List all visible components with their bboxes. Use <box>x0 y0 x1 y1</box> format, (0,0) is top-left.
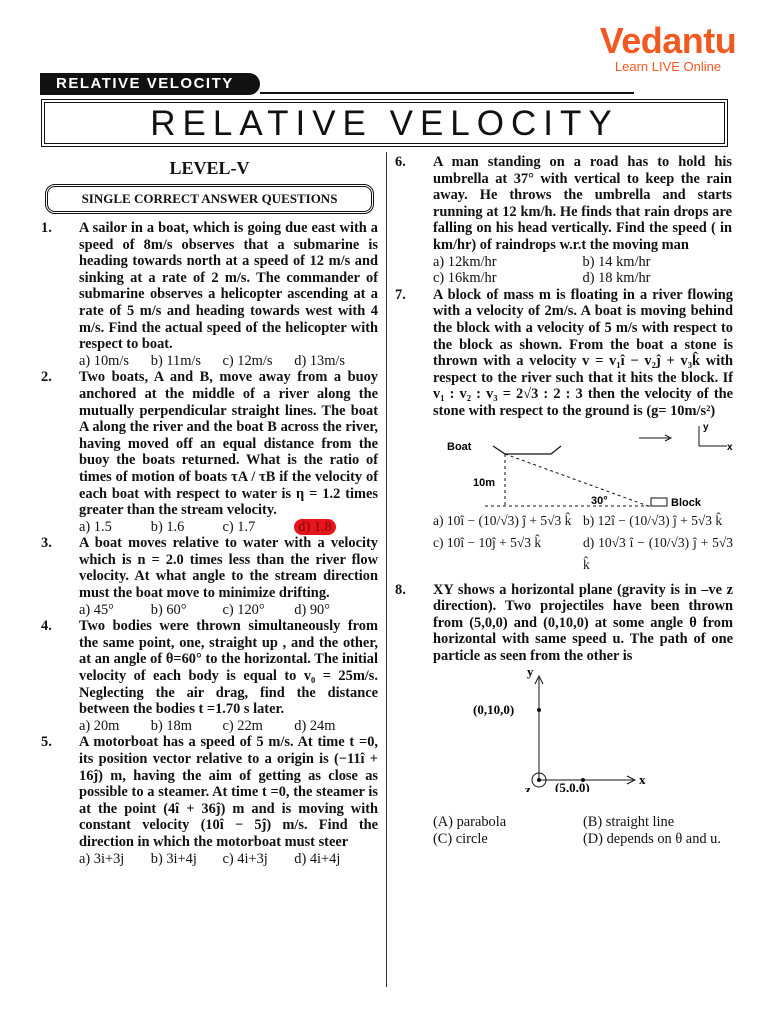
page-title: RELATIVE VELOCITY <box>150 104 619 143</box>
point-label-2: (5,0,0) <box>555 780 590 793</box>
option-b: b) 3i+4j <box>150 850 197 867</box>
brand-name: Vedantu <box>599 20 737 61</box>
question-number: 7. <box>395 286 406 303</box>
option-c: c) 120° <box>222 601 265 618</box>
question-8 <box>395 582 732 848</box>
level-heading: LEVEL-V <box>169 158 250 178</box>
option-a: a) 1.5 <box>79 518 112 535</box>
xy-plane-diagram <box>433 664 733 814</box>
option-d: d) 90° <box>294 601 330 618</box>
question-3 <box>41 535 378 618</box>
option-c: c) 1.7 <box>222 518 256 535</box>
option-d-highlighted <box>294 519 366 536</box>
option-a: (A) parabola <box>433 814 507 831</box>
block-label: Block <box>671 496 701 509</box>
origin-dot <box>537 778 541 782</box>
option-a: a) 12km/hr <box>433 253 497 270</box>
question-text: XY shows a horizontal plane (gravity is in –ve z direction). Two projectiles have been thrown from (5,0,0) and (0,10,0) at some angle θ from horizontal with same speed u. The path of one particle as seen from the other is <box>433 581 733 664</box>
option-a: a) 45° <box>79 601 114 618</box>
question-number: 6. <box>395 154 406 170</box>
height-label: 10m <box>473 476 496 489</box>
point-0-10-0 <box>537 708 541 712</box>
option-c: c) 16km/hr <box>433 270 497 287</box>
option-a: a) 10î − (10/√3) ĵ + 5√3 k̂ <box>433 512 572 528</box>
options <box>433 254 732 271</box>
options <box>79 519 378 536</box>
y-label: y <box>527 664 534 680</box>
options <box>433 831 733 848</box>
question-number: 4. <box>41 618 52 635</box>
option-b: b) 1.6 <box>150 518 185 535</box>
question-number: 5. <box>41 734 52 751</box>
question-1 <box>41 220 378 369</box>
option-d: d) 24m <box>294 717 336 734</box>
question-text: A motorboat has a speed of 5 m/s. At time t =0, its position vector relative to a origin is (−11î + 16ĵ) m, having the aim of getting as close as possible to a steamer. At time t =0, the steamer is at the point (4î + 36ĵ) m and is moving with constant velocity (10î − 5ĵ) m/s. Find the direction in which the motorboat must steer <box>79 734 378 850</box>
question-text: Two bodies were thrown simultaneously from the same point, one, straight up , and the other, at an angle of θ=60° to the horizontal. The initial velocity of each body is equal to v₀ = 25m/s. Neglecting the air drag, find the distance between the bodies t =1.70 s later. <box>79 618 378 718</box>
boat-label: Boat <box>447 440 472 453</box>
brand-tagline: Learn LIVE Online <box>614 59 722 74</box>
options <box>79 851 378 868</box>
option-c: c) 10î − 10ĵ + 5√3 k̂ <box>433 534 542 550</box>
trajectory-line <box>505 454 648 506</box>
topic-tab: RELATIVE VELOCITY <box>40 73 260 95</box>
question-5 <box>41 734 378 867</box>
y-label: y <box>703 421 709 433</box>
question-text: A man standing on a road has to hold his umbrella at 37° with vertical to keep the rain away. He throws the umbrella and starts running at 12 km/h. He finds that rain drops are falling on his head vertically. Find the speed ( in km/hr) of raindrops w.r.t the moving man <box>433 154 732 253</box>
question-text: A sailor in a boat, which is going due east with a speed of 8m/s observes that a submarine is heading towards north at a speed of 12 m/s and sinking at a rate of 2 m/s. The commander of submarine observes a helicopter ascending at a rate of 5 m/s and heading towards west with 4 m/s. Find the actual speed of the helicopter with respect to boat. <box>79 220 378 353</box>
option-d: d) 4i+4j <box>294 850 341 867</box>
options-row <box>433 510 733 532</box>
z-label: z <box>525 782 531 793</box>
option-b: b) 14 km/hr <box>582 253 651 270</box>
option-d: d) 13m/s <box>294 352 346 369</box>
question-number: 8. <box>395 581 406 598</box>
option-b: b) 12î − (10/√3) ĵ + 5√3 k̂ <box>583 512 723 528</box>
option-c: c) 4i+3j <box>222 850 268 867</box>
boat-shape <box>493 446 561 454</box>
option-a: a) 3i+3j <box>79 850 125 867</box>
question-7 <box>395 287 732 576</box>
options-row <box>433 532 733 576</box>
question-number: 3. <box>41 535 52 552</box>
question-text: A block of mass m is floating in a river flowing with a velocity of 2m/s. A boat is moving behind the block with a velocity of 5 m/s with respect to the block as shown. From the boat a stone is thrown with a velocity v = v₁î − v₂ĵ + v₃k̂ with respect to the river such that it hits the block. If v₁ : v₂ : v₃ = 2√3 : 2 : 3 then the velocity of the stone with respect to the ground is (g= 10m/s²) <box>433 286 733 419</box>
option-c: (C) circle <box>433 831 488 848</box>
question-2 <box>41 369 378 535</box>
left-column <box>41 154 378 867</box>
vedantu-logo <box>598 22 738 74</box>
boat-diagram-svg <box>433 420 733 510</box>
answer-options <box>433 510 733 576</box>
option-b: b) 60° <box>150 601 187 618</box>
angle-label: 30° <box>591 494 608 507</box>
x-label: x <box>639 772 646 788</box>
question-4 <box>41 618 378 734</box>
option-c: c) 22m <box>222 717 263 734</box>
option-d: (D) depends on θ and u. <box>583 831 721 848</box>
right-column <box>395 154 732 848</box>
point-label-1: (0,10,0) <box>473 702 515 718</box>
options <box>79 602 378 619</box>
question-text: Two boats, A and B, move away from a buoy anchored at the middle of a river along the mutually perpendicular straight lines. The boat A along the river and the boat B across the river, having moved off an equal distance from the buoy the boats returned. What is the ratio of times of motion of boats τA / τB if the velocity of each boat with respect to water is η = 1.2 times greater than the stream velocity. <box>79 369 378 519</box>
option-b: (B) straight line <box>583 814 675 831</box>
block-shape <box>651 498 667 506</box>
answer-highlight: d) 1.8 <box>294 519 336 535</box>
question-number: 1. <box>41 220 52 236</box>
option-b: b) 11m/s <box>150 352 201 369</box>
option-a: a) 10m/s <box>79 352 129 369</box>
boat-block-diagram <box>433 420 733 510</box>
option-c: c) 12m/s <box>222 352 273 369</box>
options <box>79 718 378 735</box>
option-d: d) 10√3 î − (10/√3) ĵ + 5√3 k̂ <box>583 534 733 572</box>
options <box>433 270 732 287</box>
option-b: b) 18m <box>150 717 192 734</box>
option-a: a) 20m <box>79 717 120 734</box>
header-rule <box>260 92 634 94</box>
question-text: A boat moves relative to water with a velocity which is n = 2.0 times less than the river flow velocity. At what angle to the stream direction must the boat move to minimize drifting. <box>79 535 378 602</box>
x-label: x <box>727 441 733 453</box>
options <box>79 353 378 370</box>
question-number: 2. <box>41 369 52 386</box>
xy-plane-svg <box>433 664 733 792</box>
column-divider <box>386 152 387 987</box>
section-heading: SINGLE CORRECT ANSWER QUESTIONS <box>45 184 374 214</box>
question-6 <box>395 154 732 287</box>
page-title-box <box>41 99 728 147</box>
options <box>433 814 733 831</box>
option-d: d) 18 km/hr <box>582 270 651 287</box>
